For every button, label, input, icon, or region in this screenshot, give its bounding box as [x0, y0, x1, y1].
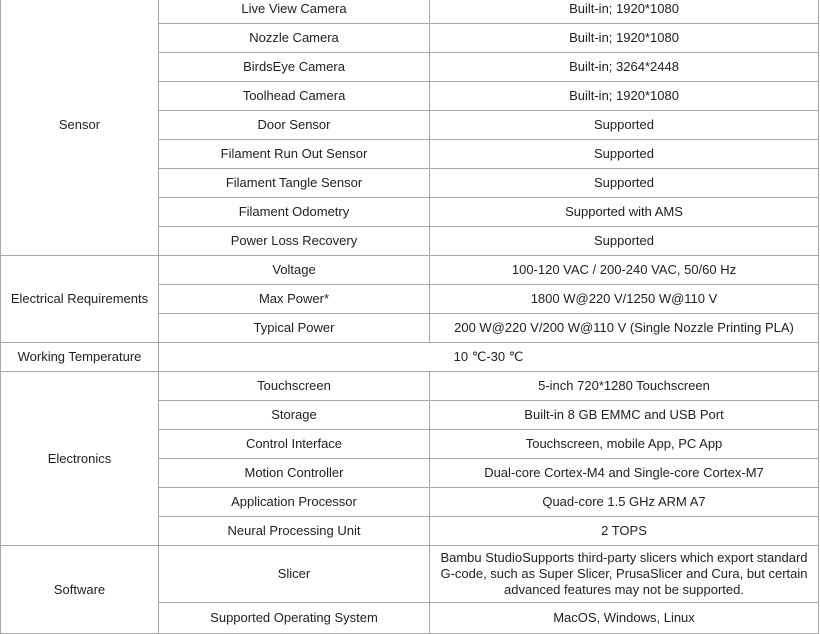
- spec-value: Supported: [430, 169, 819, 198]
- spec-value: 10 ℃-30 ℃: [159, 343, 819, 372]
- spec-label: Supported Operating System: [159, 603, 430, 634]
- section-header-electronics: Electronics: [1, 372, 159, 546]
- spec-label: Storage: [159, 401, 430, 430]
- spec-value: Built-in; 3264*2448: [430, 53, 819, 82]
- spec-value: Supported: [430, 140, 819, 169]
- spec-value: Supported with AMS: [430, 198, 819, 227]
- spec-value: Dual-core Cortex-M4 and Single-core Cortex-M7: [430, 459, 819, 488]
- spec-label: Door Sensor: [159, 111, 430, 140]
- section-header-software: Software: [1, 546, 159, 634]
- spec-label: Neural Processing Unit: [159, 517, 430, 546]
- spec-label: Control Interface: [159, 430, 430, 459]
- spec-label: Slicer: [159, 546, 430, 603]
- spec-label: Filament Tangle Sensor: [159, 169, 430, 198]
- spec-label: Toolhead Camera: [159, 82, 430, 111]
- section-header-electrical: Electrical Requirements: [1, 256, 159, 343]
- spec-value: Supported: [430, 111, 819, 140]
- spec-value: 5-inch 720*1280 Touchscreen: [430, 372, 819, 401]
- table-row: [1, 256, 819, 285]
- spec-value: Quad-core 1.5 GHz ARM A7: [430, 488, 819, 517]
- spec-value: 200 W@220 V/200 W@110 V (Single Nozzle Printing PLA): [430, 314, 819, 343]
- spec-label: Max Power*: [159, 285, 430, 314]
- spec-label: Filament Run Out Sensor: [159, 140, 430, 169]
- spec-label: Power Loss Recovery: [159, 227, 430, 256]
- spec-label: Touchscreen: [159, 372, 430, 401]
- spec-label: Application Processor: [159, 488, 430, 517]
- table-row: [1, 343, 819, 372]
- spec-label: Voltage: [159, 256, 430, 285]
- spec-label: Motion Controller: [159, 459, 430, 488]
- spec-value: Bambu StudioSupports third-party slicers which export standard G-code, such as Super Slicer, PrusaSlicer and Cura, but certain advanced features may not be supported.: [430, 546, 819, 603]
- table-row: [1, 546, 819, 603]
- spec-value: 2 TOPS: [430, 517, 819, 546]
- section-header-working-temperature: Working Temperature: [1, 343, 159, 372]
- section-header-sensor: Sensor: [1, 0, 159, 256]
- spec-label: Nozzle Camera: [159, 24, 430, 53]
- spec-value: Built-in; 1920*1080: [430, 82, 819, 111]
- spec-value: MacOS, Windows, Linux: [430, 603, 819, 634]
- spec-value: Built-in 8 GB EMMC and USB Port: [430, 401, 819, 430]
- table-row: [1, 0, 819, 24]
- spec-value: Built-in; 1920*1080: [430, 0, 819, 24]
- spec-label: Live View Camera: [159, 0, 430, 24]
- spec-value: Built-in; 1920*1080: [430, 24, 819, 53]
- table-row: [1, 372, 819, 401]
- spec-value: 1800 W@220 V/1250 W@110 V: [430, 285, 819, 314]
- spec-value: Touchscreen, mobile App, PC App: [430, 430, 819, 459]
- spec-label: Typical Power: [159, 314, 430, 343]
- spec-value: 100-120 VAC / 200-240 VAC, 50/60 Hz: [430, 256, 819, 285]
- spec-label: Filament Odometry: [159, 198, 430, 227]
- spec-value: Supported: [430, 227, 819, 256]
- spec-label: BirdsEye Camera: [159, 53, 430, 82]
